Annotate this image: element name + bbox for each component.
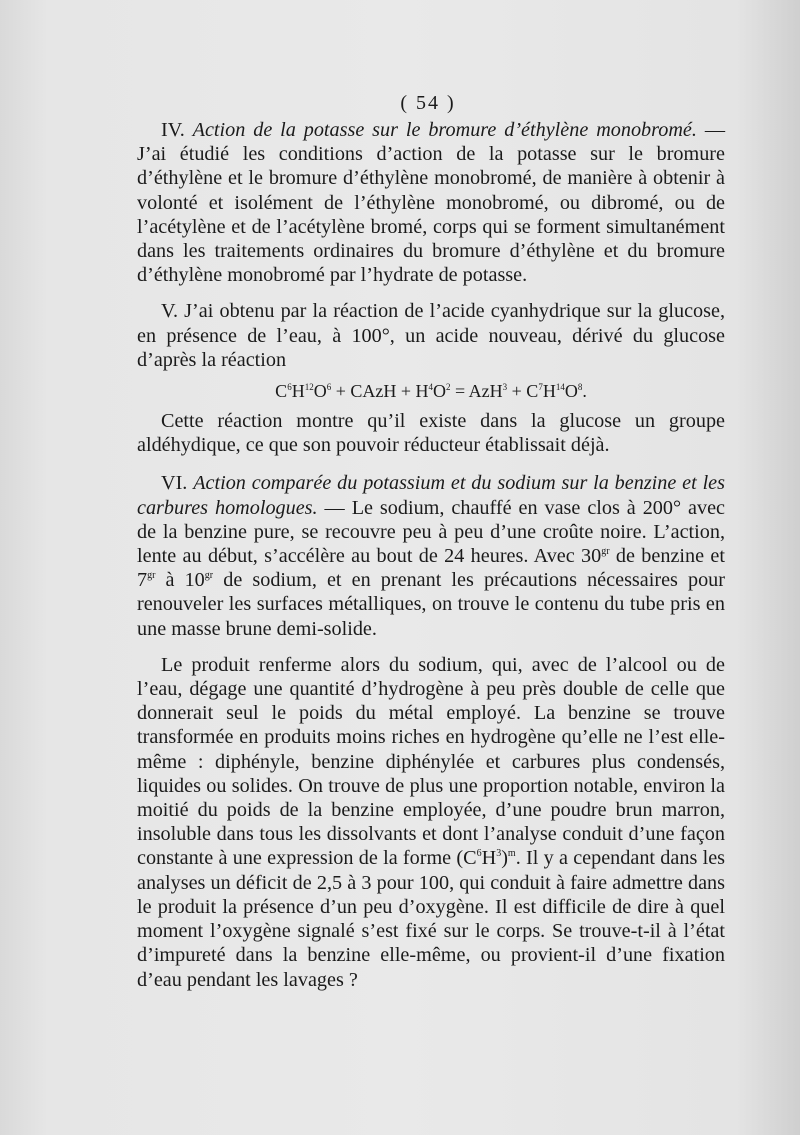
chemical-equation: $C^6H^{12}O^6$ + CAzH + $H^4O^2 = AzH^3 + C^7H^{14}O^8$. xyxy=(275,381,587,402)
section-vi-numeral: VI. xyxy=(161,472,188,495)
paragraph-section-vi: VI. Action comparée du potassium et du sodium sur la benzine et les carbures homologues. — Le sodium, chauffé en vase clos à 200° avec de la benzine pure, se recouvre peu à peu d’une croûte noire. L’action, lente au début, s’accélère au bout de 24 heures. Avec $30^{gr}$ de benzine et $7^{gr}$ à $10^{gr}$ de sodium, et en prenant les précautions nécessaires pour renouveler les surfaces métalliques, on trouve le contenu du tube pris en une masse brune demi-solide. xyxy=(137,472,725,640)
text-block xyxy=(137,118,725,992)
section-iv-numeral: IV. xyxy=(161,119,185,141)
section-iv-body: — J’ai étudié les conditions d’action de la potasse sur le bromure d’éthylène et le bromure d’éthylène monobromé, de manière à obtenir à volonté et isolément de l’éthylène monobromé, ou dibromé, ou de l’acétylène et de l’acétylène bromé, corps qui se forment simultanément dans les traitements ordinaires du bromure d’éthylène et du bromure d’éthylène monobromé par l’hydrate de potasse. xyxy=(137,119,726,287)
section-vi-title: Action comparée du potassium et du sodium sur la benzine et les carbures homologues. xyxy=(137,472,725,519)
paragraph-section-vi-product: Le produit renferme alors du sodium, qui, avec de l’alcool ou de l’eau, dégage une quantité d’hydrogène à peu près double de celle que donnerait seul le poids du métal employé. La benzine se trouve transformée en produits moins riches en hydrogène qu’elle ne l’est elle-même : diphényle, benzine diphénylée et carbures plus condensés, liquides ou solides. On trouve de plus une proportion notable, environ la moitié du poids de la benzine employée, d’une poudre brun marron, insoluble dans tous les dissolvants et dont l’analyse conduit d’une façon constante à une expression de la forme $(C^6H^3)^m$. Il y a cependant dans les analyses un déficit de 2,5 à 3 pour 100, qui conduit à faire admettre dans le produit la présence d’un peu d’oxygène. Il est difficile de dire à quel moment l’oxygène signalé s’est fixé sur le corps. Se trouve-t-il à l’état d’impureté dans la benzine elle-même, ou provient-il d’une fixation d’eau pendant les lavages ? xyxy=(137,653,726,991)
paragraph-section-iv xyxy=(137,118,725,287)
page-number: ( 54 ) xyxy=(400,92,456,114)
paragraph-section-v: V. J’ai obtenu par la réaction de l’acide cyanhydrique sur la glucose, en présence de l’eau, à 100°, un acide nouveau, dérivé du glucose d’après la réaction xyxy=(137,300,725,371)
paragraph-section-v-conclusion: Cette réaction montre qu’il existe dans la glucose un groupe aldéhydique, ce que son pouvoir réducteur établissait déjà. xyxy=(137,410,725,457)
section-iv-title: Action de la potasse sur le bromure d’éthylène monobromé. xyxy=(192,119,697,141)
